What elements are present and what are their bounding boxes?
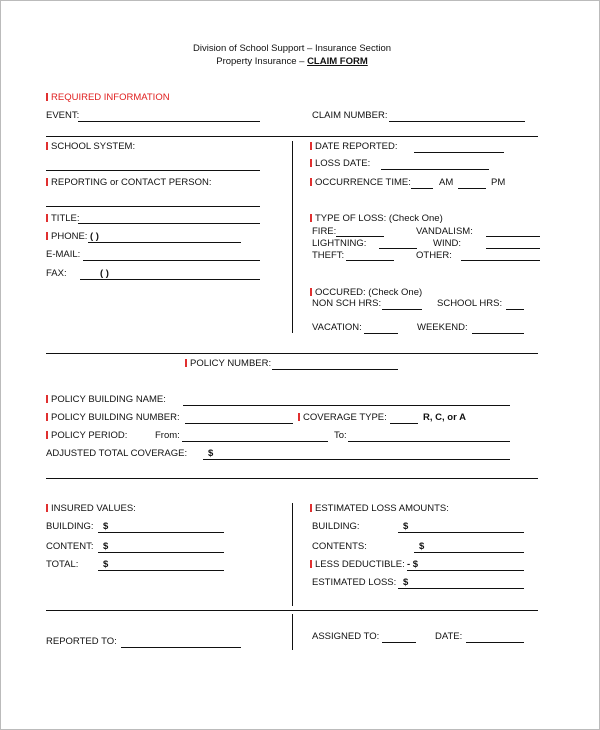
- policy-period-label: POLICY PERIOD:: [46, 430, 127, 441]
- adjusted-total-dollar: $: [208, 448, 214, 459]
- insured-total-field[interactable]: [98, 570, 224, 571]
- section-divider-1: [46, 136, 538, 137]
- theft-label: THEFT:: [312, 250, 345, 261]
- section2-vertical-divider: [292, 141, 293, 333]
- est-contents-label: CONTENTS:: [312, 541, 367, 552]
- fax-area-code: ( ): [100, 268, 109, 279]
- vandalism-checkbox-line[interactable]: [486, 236, 540, 237]
- required-marker: [46, 93, 48, 101]
- required-marker: [298, 413, 300, 421]
- required-marker: [310, 214, 312, 222]
- wind-label: WIND:: [433, 238, 461, 249]
- estimated-loss-label: ESTIMATED LOSS:: [312, 577, 397, 588]
- header-line-1: Division of School Support – Insurance Section: [192, 43, 392, 54]
- less-deductible-field[interactable]: [407, 570, 524, 571]
- required-legend: [46, 92, 170, 103]
- est-contents-dollar: $: [419, 541, 425, 552]
- less-deductible-label: LESS DEDUCTIBLE:: [310, 559, 405, 570]
- policy-number-label: POLICY NUMBER:: [185, 358, 271, 369]
- policy-number-field[interactable]: [272, 369, 398, 370]
- wind-checkbox-line[interactable]: [486, 248, 540, 249]
- fax-field[interactable]: [80, 279, 260, 280]
- reporting-person-label: REPORTING or CONTACT PERSON:: [46, 177, 211, 188]
- theft-checkbox-line[interactable]: [346, 260, 394, 261]
- required-marker: [46, 395, 48, 403]
- lightning-checkbox-line[interactable]: [379, 248, 417, 249]
- required-marker: [46, 431, 48, 439]
- event-label: EVENT:: [46, 110, 80, 121]
- claim-number-label: CLAIM NUMBER:: [312, 110, 388, 121]
- school-system-label: SCHOOL SYSTEM:: [46, 141, 135, 152]
- phone-area-code: ( ): [90, 231, 99, 242]
- est-building-field[interactable]: [398, 532, 524, 533]
- title-field[interactable]: [78, 223, 260, 224]
- section-divider-3: [46, 478, 538, 479]
- form-title: CLAIM FORM: [307, 56, 368, 67]
- school-hrs-label: SCHOOL HRS:: [437, 298, 503, 309]
- other-label: OTHER:: [416, 250, 452, 261]
- insured-content-dollar: $: [103, 541, 109, 552]
- section-divider-2: [46, 353, 538, 354]
- non-sch-hrs-checkbox-line[interactable]: [382, 309, 422, 310]
- pm-label: PM: [491, 177, 506, 188]
- required-marker: [310, 159, 312, 167]
- event-field[interactable]: [78, 121, 260, 122]
- weekend-label: WEEKEND:: [417, 322, 468, 333]
- fire-label: FIRE:: [312, 226, 337, 237]
- header-line-2: [216, 56, 368, 67]
- claim-number-field[interactable]: [389, 121, 525, 122]
- phone-field[interactable]: [88, 242, 241, 243]
- from-date-field[interactable]: [182, 441, 328, 442]
- email-field[interactable]: [83, 260, 260, 261]
- reported-to-field[interactable]: [121, 647, 241, 648]
- title-label: TITLE:: [46, 213, 80, 224]
- other-checkbox-line[interactable]: [461, 260, 540, 261]
- insured-building-dollar: $: [103, 521, 109, 532]
- required-marker: [46, 413, 48, 421]
- section-divider-4: [46, 610, 538, 611]
- required-marker: [310, 560, 312, 568]
- from-label: From:: [155, 430, 180, 441]
- adjusted-total-field[interactable]: [203, 459, 510, 460]
- insured-building-field[interactable]: [98, 532, 224, 533]
- type-of-loss-label: TYPE OF LOSS: (Check One): [310, 213, 443, 224]
- required-marker: [46, 178, 48, 186]
- insured-values-label: INSURED VALUES:: [46, 503, 136, 514]
- insured-building-label: BUILDING:: [46, 521, 94, 532]
- required-marker: [310, 178, 312, 186]
- policy-building-name-field[interactable]: [183, 405, 510, 406]
- loss-date-label: LOSS DATE:: [310, 158, 370, 169]
- required-marker: [46, 504, 48, 512]
- fax-label: FAX:: [46, 268, 67, 279]
- date-reported-label: DATE REPORTED:: [310, 141, 398, 152]
- insured-content-field[interactable]: [98, 552, 224, 553]
- to-label: To:: [334, 430, 347, 441]
- required-label: REQUIRED INFORMATION: [51, 92, 170, 103]
- less-deductible-sign: - $: [407, 559, 419, 570]
- estimated-loss-amounts-label: ESTIMATED LOSS AMOUNTS:: [310, 503, 449, 514]
- insured-content-label: CONTENT:: [46, 541, 94, 552]
- required-marker: [46, 214, 48, 222]
- occurrence-time-label: OCCURRENCE TIME:: [310, 177, 411, 188]
- insured-total-dollar: $: [103, 559, 109, 570]
- date-reported-field[interactable]: [414, 152, 504, 153]
- coverage-type-field[interactable]: [390, 423, 418, 424]
- policy-building-name-label: POLICY BUILDING NAME:: [46, 394, 166, 405]
- required-marker: [310, 142, 312, 150]
- header-prefix: Property Insurance –: [216, 56, 308, 67]
- phone-label: PHONE:: [46, 231, 87, 242]
- required-marker: [310, 288, 312, 296]
- required-marker: [310, 504, 312, 512]
- required-marker: [46, 142, 48, 150]
- vandalism-label: VANDALISM:: [416, 226, 473, 237]
- vacation-checkbox-line[interactable]: [364, 333, 398, 334]
- assigned-to-field[interactable]: [382, 642, 416, 643]
- reported-to-label: REPORTED TO:: [46, 636, 117, 647]
- to-date-field[interactable]: [348, 441, 510, 442]
- occured-label: OCCURED: (Check One): [310, 287, 422, 298]
- required-marker: [185, 359, 187, 367]
- assigned-to-label: ASSIGNED TO:: [312, 631, 380, 642]
- email-label: E-MAIL:: [46, 249, 81, 260]
- est-contents-field[interactable]: [414, 552, 524, 553]
- adjusted-total-label: ADJUSTED TOTAL COVERAGE:: [46, 448, 188, 459]
- policy-building-number-field[interactable]: [185, 423, 293, 424]
- est-building-label: BUILDING:: [312, 521, 360, 532]
- date-field[interactable]: [466, 642, 524, 643]
- coverage-options: R, C, or A: [423, 412, 466, 423]
- section4-vertical-divider: [292, 503, 293, 606]
- reporting-person-field[interactable]: [46, 206, 260, 207]
- required-marker: [46, 232, 48, 240]
- school-system-field[interactable]: [46, 170, 260, 171]
- weekend-checkbox-line[interactable]: [472, 333, 524, 334]
- loss-date-field[interactable]: [381, 169, 489, 170]
- date-label: DATE:: [435, 631, 463, 642]
- school-hrs-checkbox-line[interactable]: [506, 309, 524, 310]
- non-sch-hrs-label: NON SCH HRS:: [312, 298, 382, 309]
- estimated-loss-dollar: $: [403, 577, 409, 588]
- am-label: AM: [439, 177, 454, 188]
- estimated-loss-field[interactable]: [398, 588, 524, 589]
- fire-checkbox-line[interactable]: [336, 236, 384, 237]
- lightning-label: LIGHTNING:: [312, 238, 367, 249]
- policy-building-number-label: POLICY BUILDING NUMBER:: [46, 412, 180, 423]
- am-time-field[interactable]: [411, 188, 433, 189]
- section5-vertical-divider: [292, 614, 293, 650]
- pm-time-field[interactable]: [458, 188, 486, 189]
- coverage-type-label: COVERAGE TYPE:: [298, 412, 387, 423]
- insured-total-label: TOTAL:: [46, 559, 79, 570]
- est-building-dollar: $: [403, 521, 409, 532]
- vacation-label: VACATION:: [312, 322, 362, 333]
